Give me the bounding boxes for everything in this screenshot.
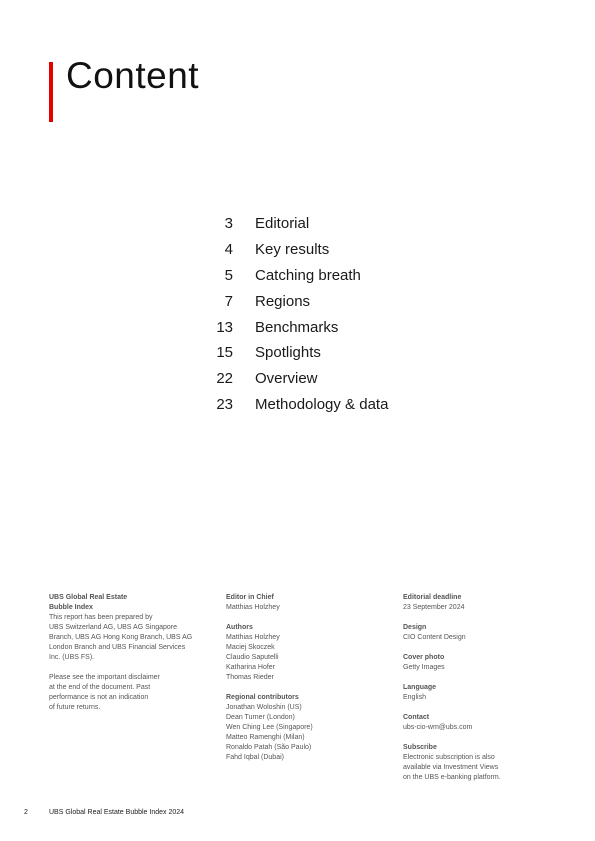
cover-photo-heading: Cover photo [403,654,445,661]
toc-entry[interactable] [210,288,470,314]
spacer [226,613,376,623]
authors-heading: Authors [226,624,253,631]
spacer [403,613,543,623]
contributor-name: Dean Turner (London) [226,714,295,721]
author-name: Claudio Saputelli [226,654,279,661]
regional-contributors-heading: Regional contributors [226,694,299,701]
design-value: CIO Content Design [403,634,466,641]
contributor-name: Wen Ching Lee (Singapore) [226,724,313,731]
disclaimer-line: of future returns. [49,704,101,711]
preparation-note-line: London Branch and UBS Financial Services [49,644,186,651]
toc-label: Benchmarks [255,318,339,336]
toc-label: Key results [255,241,330,259]
toc-entry[interactable] [210,237,470,263]
toc-page-number: 23 [216,395,233,413]
accent-bar [49,62,53,122]
contact-heading: Contact [403,714,430,721]
editorial-deadline-heading: Editorial deadline [403,594,462,601]
table-of-contents [210,211,470,417]
spacer [403,733,543,743]
page-title: Content [66,55,200,96]
toc-entry[interactable] [210,211,470,237]
toc-page-number: 4 [224,241,233,259]
toc-page-number: 5 [224,266,233,284]
spacer [49,663,209,673]
author-name: Maciej Skoczek [226,644,275,651]
subscribe-line: Electronic subscription is also [403,754,495,761]
preparation-note-line: This report has been prepared by [49,614,153,621]
editorial-deadline-value: 23 September 2024 [403,604,465,611]
footer-title: UBS Global Real Estate Bubble Index 2024 [49,809,185,816]
editor-in-chief-heading: Editor in Chief [226,594,274,601]
spacer [226,683,376,693]
disclaimer-line: at the end of the document. Past [49,684,151,691]
disclaimer-line: performance is not an indication [49,694,149,701]
toc-label: Regions [255,292,311,310]
toc-label: Catching breath [255,266,361,284]
disclaimer-line: Please see the important disclaimer [49,674,160,681]
cover-photo-value: Getty Images [403,664,445,671]
toc-page-number: 7 [224,292,233,310]
preparation-note-line: Inc. (UBS FS). [49,654,95,661]
toc-entry[interactable] [210,314,470,340]
author-name: Katharina Hofer [226,664,276,671]
toc-page-number: 15 [216,344,233,362]
spacer [403,643,543,653]
toc-entry[interactable] [210,263,470,289]
toc-label: Spotlights [255,344,321,362]
toc-page-number: 3 [224,215,233,233]
subscribe-line: available via Investment Views [403,764,499,771]
footer-page-number: 2 [24,809,28,816]
design-heading: Design [403,624,427,631]
toc-entry[interactable] [210,366,470,392]
contact-email[interactable]: ubs-cio-wm@ubs.com [403,724,473,731]
subscribe-line: on the UBS e-banking platform. [403,774,501,781]
contributor-name: Matteo Ramenghi (Milan) [226,734,305,741]
preparation-note-line: UBS Switzerland AG, UBS AG Singapore [49,624,178,631]
editor-in-chief-name: Matthias Holzhey [226,604,280,611]
publication-title-line: Bubble Index [49,604,93,611]
toc-label: Editorial [255,215,310,233]
language-value: English [403,694,426,701]
author-name: Thomas Rieder [226,674,274,681]
subscribe-heading: Subscribe [403,744,437,751]
toc-entry[interactable] [210,392,470,418]
toc-label: Overview [255,370,318,388]
page-footer [24,809,184,816]
contributor-name: Ronaldo Patah (São Paulo) [226,744,312,751]
toc-page-number: 22 [216,370,233,388]
contributors-info [226,593,376,763]
contributor-name: Fahd Iqbal (Dubai) [226,754,284,761]
toc-page-number: 13 [216,318,233,336]
publication-info [49,593,209,713]
publishing-details [403,593,543,783]
contributor-name: Jonathan Woloshin (US) [226,704,302,711]
preparation-note-line: Branch, UBS AG Hong Kong Branch, UBS AG [49,634,193,641]
spacer [403,673,543,683]
toc-entry[interactable] [210,340,470,366]
toc-label: Methodology & data [255,395,389,413]
spacer [403,703,543,713]
language-heading: Language [403,684,437,691]
author-name: Matthias Holzhey [226,634,280,641]
publication-title-line: UBS Global Real Estate [49,594,128,601]
